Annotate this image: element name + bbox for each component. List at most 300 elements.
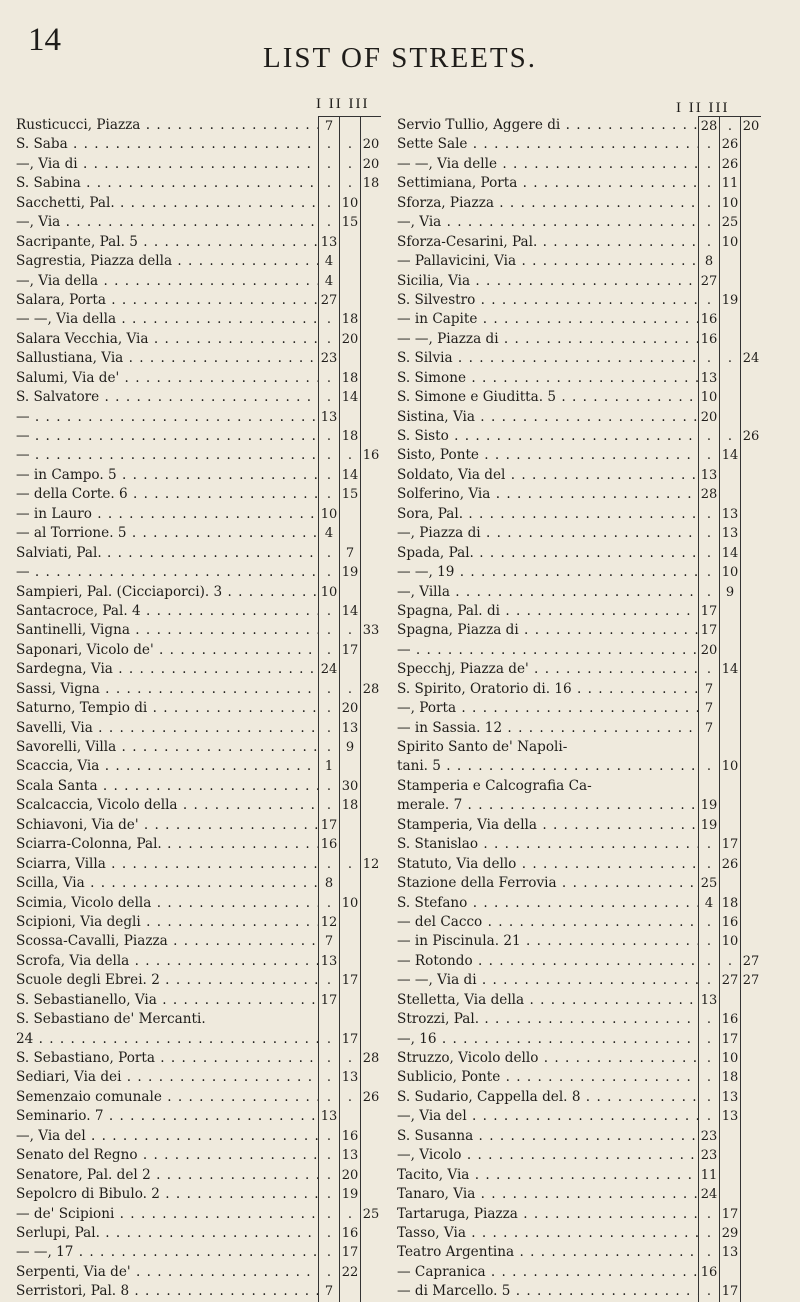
map-grid-c2 — [720, 408, 741, 427]
street-row — [397, 427, 763, 446]
street-name: Santacroce, Pal. 4 . . . — [16, 602, 318, 621]
map-grid-c1: 17 — [698, 621, 720, 640]
map-grid-c3 — [741, 835, 761, 854]
street-name: —, Vicolo . . . — [397, 1146, 698, 1165]
map-grid-c1: 12 — [318, 913, 340, 932]
street-row — [16, 544, 384, 563]
street-name: Sciarra-Colonna, Pal. . . . — [16, 835, 318, 854]
map-grid-c3 — [741, 602, 761, 621]
map-grid-c3 — [361, 466, 381, 485]
street-name: S. Sisto . . . — [397, 427, 698, 446]
map-grid-c3 — [741, 174, 761, 193]
map-grid-c2: . — [720, 427, 741, 446]
street-name: Scuole degli Ebrei. 2 . . . — [16, 971, 318, 990]
map-grid-c3 — [741, 485, 761, 504]
map-grid-c1: . — [318, 894, 340, 913]
map-grid-c1: . — [698, 233, 720, 252]
street-name: Scalcaccia, Vicolo della . . . — [16, 796, 318, 815]
street-row — [397, 1107, 763, 1126]
map-grid-c3 — [741, 563, 761, 582]
map-grid-c2: 17 — [720, 1282, 741, 1301]
map-grid-c3 — [741, 233, 761, 252]
street-name: Sicilia, Via . . . — [397, 272, 698, 291]
map-grid-c3 — [741, 719, 761, 738]
map-grid-c3: 27 — [742, 973, 760, 989]
map-grid-c3 — [361, 349, 381, 368]
map-grid-c2: 18 — [340, 796, 361, 815]
street-name: — . . . — [16, 563, 318, 582]
map-grid-c1: 7 — [698, 719, 720, 738]
map-grid-c3 — [361, 505, 381, 524]
map-grid-c3 — [361, 602, 381, 621]
map-grid-c1: . — [698, 1282, 720, 1301]
map-grid-c3 — [741, 194, 761, 213]
street-row — [16, 1107, 384, 1126]
street-row — [397, 116, 763, 135]
map-grid-c1: . — [698, 505, 720, 524]
map-grid-c3 — [361, 1166, 381, 1185]
map-grid-c3 — [361, 932, 381, 951]
street-name: S. Sabina . . . — [16, 174, 318, 193]
street-row — [397, 252, 763, 271]
street-name: Schiavoni, Via de' . . . — [16, 816, 318, 835]
map-grid-c3: 16 — [362, 448, 380, 464]
street-row — [16, 913, 384, 932]
map-grid-c2 — [340, 816, 361, 835]
map-grid-c3 — [361, 1185, 381, 1204]
map-grid-c1: . — [318, 369, 340, 388]
map-grid-c2: . — [340, 855, 361, 874]
map-grid-c1: . — [698, 855, 720, 874]
street-row — [397, 1205, 763, 1224]
map-grid-c1: . — [698, 291, 720, 310]
map-grid-c3 — [361, 757, 381, 776]
street-name: 24 . . . — [16, 1030, 318, 1049]
street-name: Serpenti, Via de' . . . — [16, 1263, 318, 1282]
map-grid-c1: . — [698, 446, 720, 465]
street-row — [16, 408, 384, 427]
map-grid-c1: . — [698, 1088, 720, 1107]
map-grid-c1: . — [318, 1068, 340, 1087]
street-row — [16, 1263, 384, 1282]
street-name: Semenzaio comunale . . . — [16, 1088, 318, 1107]
map-grid-c1: . — [318, 719, 340, 738]
street-row — [397, 1243, 763, 1262]
street-name: Teatro Argentina . . . — [397, 1243, 698, 1262]
map-grid-c3 — [741, 1205, 761, 1224]
street-row — [16, 1243, 384, 1262]
map-grid-c1: 17 — [318, 816, 340, 835]
street-name: S. Silvia . . . — [397, 349, 698, 368]
street-row — [16, 641, 384, 660]
street-row — [16, 252, 384, 271]
map-grid-c2: 17 — [340, 971, 361, 990]
map-grid-c2 — [720, 699, 741, 718]
street-row — [397, 680, 763, 699]
map-grid-c2: 14 — [340, 466, 361, 485]
street-row — [397, 349, 763, 368]
map-grid-c2: 10 — [720, 932, 741, 951]
street-name: Serlupi, Pal. . . . — [16, 1224, 318, 1243]
map-grid-c3 — [741, 369, 761, 388]
map-grid-c2 — [340, 583, 361, 602]
map-grid-c1: . — [698, 932, 720, 951]
street-name: Stelletta, Via della . . . — [397, 991, 698, 1010]
map-grid-c1: 17 — [318, 991, 340, 1010]
map-grid-c3 — [361, 544, 381, 563]
street-row — [16, 583, 384, 602]
street-name: Servio Tullio, Aggere di . . . — [397, 116, 698, 135]
map-grid-c3 — [361, 699, 381, 718]
map-grid-c3 — [741, 1224, 761, 1243]
map-grid-c2: 9 — [720, 583, 741, 602]
street-row — [16, 971, 384, 990]
page-number: 14 — [28, 22, 61, 58]
street-name: S. Spirito, Oratorio di. 16 . . . — [397, 680, 698, 699]
street-row — [16, 1088, 384, 1107]
street-name: — al Torrione. 5 . . . — [16, 524, 318, 543]
map-grid-c3 — [361, 1107, 381, 1126]
map-grid-c2: 17 — [340, 1030, 361, 1049]
street-row — [397, 330, 763, 349]
map-grid-c2: 18 — [720, 894, 741, 913]
map-grid-c2 — [340, 952, 361, 971]
map-grid-c1: 17 — [698, 602, 720, 621]
map-grid-c2: 17 — [720, 835, 741, 854]
street-row — [16, 757, 384, 776]
map-grid-c1: . — [318, 602, 340, 621]
map-grid-c3 — [741, 1146, 761, 1165]
street-name: S. Sebastiano de' Mercanti. — [16, 1011, 206, 1028]
map-grid-c1: . — [318, 1049, 340, 1068]
street-name: — —, 19 . . . — [397, 563, 698, 582]
street-row — [397, 369, 763, 388]
street-name: — della Corte. 6 . . . — [16, 485, 318, 504]
street-name: Salviati, Pal. . . . — [16, 544, 318, 563]
map-grid-c3 — [741, 641, 761, 660]
street-row — [397, 641, 763, 660]
street-row — [397, 135, 763, 154]
street-name: S. Stanislao . . . — [397, 835, 698, 854]
map-grid-c1: . — [318, 641, 340, 660]
street-row — [16, 952, 384, 971]
street-name: — in Lauro . . . — [16, 505, 318, 524]
map-grid-c1: 16 — [698, 330, 720, 349]
map-grid-c3 — [361, 194, 381, 213]
street-row — [16, 349, 384, 368]
map-grid-c1: . — [318, 699, 340, 718]
map-grid-c2: . — [340, 135, 361, 154]
street-row — [16, 272, 384, 291]
street-row — [16, 660, 384, 679]
street-row — [397, 408, 763, 427]
street-row — [397, 660, 763, 679]
street-name: Scrofa, Via della . . . — [16, 952, 318, 971]
street-name: S. Salvatore . . . — [16, 388, 318, 407]
map-grid-c1: . — [318, 194, 340, 213]
street-name: —, Via del . . . — [397, 1107, 698, 1126]
map-grid-c1: . — [318, 1166, 340, 1185]
street-name: Saponari, Vicolo de' . . . — [16, 641, 318, 660]
street-name: Sallustiana, Via . . . — [16, 349, 318, 368]
map-grid-c1: . — [318, 446, 340, 465]
street-row — [397, 272, 763, 291]
street-row — [397, 1030, 763, 1049]
map-grid-c3 — [361, 1010, 381, 1029]
street-row — [16, 155, 384, 174]
street-row — [16, 719, 384, 738]
street-row — [16, 621, 384, 640]
map-grid-c3: 27 — [742, 953, 760, 969]
map-grid-c3 — [361, 777, 381, 796]
map-grid-c1: 13 — [698, 466, 720, 485]
street-name: Sampieri, Pal. (Cicciaporci). 3 . . . — [16, 583, 318, 602]
street-row — [16, 1166, 384, 1185]
column-headers-right: I II III — [676, 100, 730, 116]
map-grid-c1: 20 — [698, 641, 720, 660]
map-grid-c1: 10 — [318, 505, 340, 524]
street-name: S. Silvestro . . . — [397, 291, 698, 310]
map-grid-c2: 7 — [340, 544, 361, 563]
map-grid-c2: 27 — [720, 971, 741, 990]
map-grid-c2: 10 — [340, 194, 361, 213]
street-row — [397, 1146, 763, 1165]
street-row — [16, 855, 384, 874]
map-grid-c1: 10 — [318, 583, 340, 602]
map-grid-c1: . — [698, 427, 720, 446]
map-grid-c3 — [361, 233, 381, 252]
map-grid-c2: 14 — [720, 544, 741, 563]
street-name: —, Via della . . . — [16, 272, 318, 291]
street-row — [16, 738, 384, 757]
map-grid-c3 — [361, 835, 381, 854]
map-grid-c2 — [720, 1166, 741, 1185]
street-name: — in Piscinula. 21 . . . — [397, 932, 698, 951]
street-name: Sisto, Ponte . . . — [397, 446, 698, 465]
map-grid-c3 — [361, 952, 381, 971]
street-row — [16, 291, 384, 310]
map-grid-c1 — [318, 1010, 340, 1029]
map-grid-c1: . — [698, 583, 720, 602]
map-grid-c3 — [361, 310, 381, 329]
map-grid-c2: 9 — [340, 738, 361, 757]
map-grid-c2: 29 — [720, 1224, 741, 1243]
street-name: Scilla, Via . . . — [16, 874, 318, 893]
map-grid-c3 — [741, 583, 761, 602]
map-grid-c3 — [361, 1224, 381, 1243]
street-row — [16, 991, 384, 1010]
map-grid-c3 — [741, 446, 761, 465]
map-grid-c1: 7 — [318, 116, 340, 135]
map-grid-c1: . — [698, 1068, 720, 1087]
map-grid-c3 — [741, 777, 761, 796]
street-name: — —, Via di . . . — [397, 971, 698, 990]
street-row — [397, 155, 763, 174]
map-grid-c3 — [741, 466, 761, 485]
street-row — [16, 213, 384, 232]
street-name: Sforza-Cesarini, Pal. . . . — [397, 233, 698, 252]
street-row — [397, 174, 763, 193]
map-grid-c3 — [741, 680, 761, 699]
map-grid-c1: 8 — [318, 874, 340, 893]
street-name: — —, Via delle . . . — [397, 155, 698, 174]
map-grid-c2 — [340, 233, 361, 252]
column-headers-left: I II III — [316, 96, 370, 112]
street-row — [16, 310, 384, 329]
map-grid-c3 — [361, 816, 381, 835]
street-row — [397, 1166, 763, 1185]
map-grid-c3 — [361, 330, 381, 349]
map-grid-c1: . — [318, 174, 340, 193]
street-name: Seminario. 7 . . . — [16, 1107, 318, 1126]
street-row — [16, 1224, 384, 1243]
map-grid-c1: . — [318, 971, 340, 990]
street-name: Santinelli, Vigna . . . — [16, 621, 318, 640]
map-grid-c2 — [340, 291, 361, 310]
map-grid-c2 — [720, 252, 741, 271]
street-row — [397, 1185, 763, 1204]
street-name: Tartaruga, Piazza . . . — [397, 1205, 698, 1224]
map-grid-c1: 7 — [318, 932, 340, 951]
street-name: — Pallavicini, Via . . . — [397, 252, 698, 271]
map-grid-c2: 13 — [720, 1243, 741, 1262]
map-grid-c3 — [741, 913, 761, 932]
street-name: Senato del Regno . . . — [16, 1146, 318, 1165]
map-grid-c3 — [361, 213, 381, 232]
map-grid-c3: 26 — [362, 1089, 380, 1105]
map-grid-c3 — [741, 544, 761, 563]
map-grid-c3 — [361, 796, 381, 815]
map-grid-c2: 11 — [720, 174, 741, 193]
street-row — [16, 116, 384, 135]
map-grid-c3 — [361, 641, 381, 660]
map-grid-c1: 20 — [698, 408, 720, 427]
street-name: — —, 17 . . . — [16, 1243, 318, 1262]
street-row — [397, 757, 763, 776]
map-grid-c2: 16 — [340, 1127, 361, 1146]
street-name: S. Stefano . . . — [397, 894, 698, 913]
map-grid-c2 — [720, 388, 741, 407]
street-name: — in Capite . . . — [397, 310, 698, 329]
map-grid-c3: 20 — [362, 137, 380, 153]
map-grid-c1: . — [318, 155, 340, 174]
map-grid-c1: 16 — [698, 310, 720, 329]
map-grid-c1: . — [318, 855, 340, 874]
street-name: — Rotondo . . . — [397, 952, 698, 971]
street-name: Spada, Pal. . . . — [397, 544, 698, 563]
street-row — [397, 213, 763, 232]
map-grid-c1: 24 — [318, 660, 340, 679]
map-grid-c2 — [720, 310, 741, 329]
map-grid-c1: . — [698, 155, 720, 174]
street-name: —, Via . . . — [397, 213, 698, 232]
map-grid-c1: . — [698, 1243, 720, 1262]
map-grid-c3 — [741, 1127, 761, 1146]
map-grid-c1: . — [698, 1107, 720, 1126]
map-grid-c3 — [741, 1166, 761, 1185]
map-grid-c1: . — [318, 563, 340, 582]
map-grid-c3: 18 — [362, 176, 380, 192]
map-grid-c1: . — [318, 1243, 340, 1262]
map-grid-c2 — [340, 349, 361, 368]
street-row — [397, 466, 763, 485]
map-grid-c3 — [361, 894, 381, 913]
street-list-right — [397, 116, 763, 1302]
map-grid-c1: . — [698, 563, 720, 582]
map-grid-c1: . — [318, 1205, 340, 1224]
map-grid-c2 — [340, 913, 361, 932]
map-grid-c1: 10 — [698, 388, 720, 407]
map-grid-c3 — [361, 913, 381, 932]
map-grid-c2 — [720, 641, 741, 660]
street-row — [397, 194, 763, 213]
street-name: —, Porta . . . — [397, 699, 698, 718]
map-grid-c1: . — [698, 952, 720, 971]
map-grid-c3 — [361, 291, 381, 310]
map-grid-c1: . — [318, 1263, 340, 1282]
street-name: —, Via del . . . — [16, 1127, 318, 1146]
map-grid-c3 — [741, 660, 761, 679]
map-grid-c3 — [741, 155, 761, 174]
map-grid-c3 — [741, 932, 761, 951]
map-grid-c2: 19 — [340, 563, 361, 582]
map-grid-c3 — [741, 738, 761, 757]
street-name: Spagna, Piazza di . . . — [397, 621, 698, 640]
street-row — [16, 1030, 384, 1049]
map-grid-c3 — [361, 427, 381, 446]
map-grid-c2: 18 — [720, 1068, 741, 1087]
map-grid-c3 — [361, 388, 381, 407]
map-grid-c1: 7 — [698, 699, 720, 718]
map-grid-c2: . — [340, 680, 361, 699]
street-name: Tacito, Via . . . — [397, 1166, 698, 1185]
map-grid-c1: 13 — [698, 991, 720, 1010]
map-grid-c1: 7 — [698, 680, 720, 699]
map-grid-c2 — [340, 1107, 361, 1126]
map-grid-c2: . — [720, 116, 741, 135]
map-grid-c1: . — [698, 135, 720, 154]
map-grid-c2: 10 — [720, 1049, 741, 1068]
map-grid-c3 — [741, 252, 761, 271]
street-name: S. Sebastiano, Porta . . . — [16, 1049, 318, 1068]
street-row — [16, 1010, 384, 1029]
street-row — [397, 1088, 763, 1107]
map-grid-c2: . — [340, 155, 361, 174]
map-grid-c1: . — [318, 1127, 340, 1146]
map-grid-c1: 13 — [698, 369, 720, 388]
map-grid-c3 — [741, 1107, 761, 1126]
map-grid-c1: . — [318, 1030, 340, 1049]
map-grid-c2: 10 — [720, 194, 741, 213]
street-name: Sacripante, Pal. 5 . . . — [16, 233, 318, 252]
street-name: —, Via di . . . — [16, 155, 318, 174]
map-grid-c2 — [720, 777, 741, 796]
street-row — [397, 291, 763, 310]
map-grid-c1: 4 — [318, 272, 340, 291]
street-row — [16, 602, 384, 621]
map-grid-c1: . — [698, 174, 720, 193]
street-name: Struzzo, Vicolo dello . . . — [397, 1049, 698, 1068]
map-grid-c3 — [741, 1030, 761, 1049]
map-grid-c1: 25 — [698, 874, 720, 893]
map-grid-c1: . — [318, 680, 340, 699]
map-grid-c3 — [741, 135, 761, 154]
map-grid-c1: . — [698, 349, 720, 368]
map-grid-c3 — [741, 621, 761, 640]
map-grid-c3 — [361, 991, 381, 1010]
map-grid-c3 — [361, 116, 381, 135]
street-name: Serristori, Pal. 8 . . . — [16, 1282, 318, 1301]
